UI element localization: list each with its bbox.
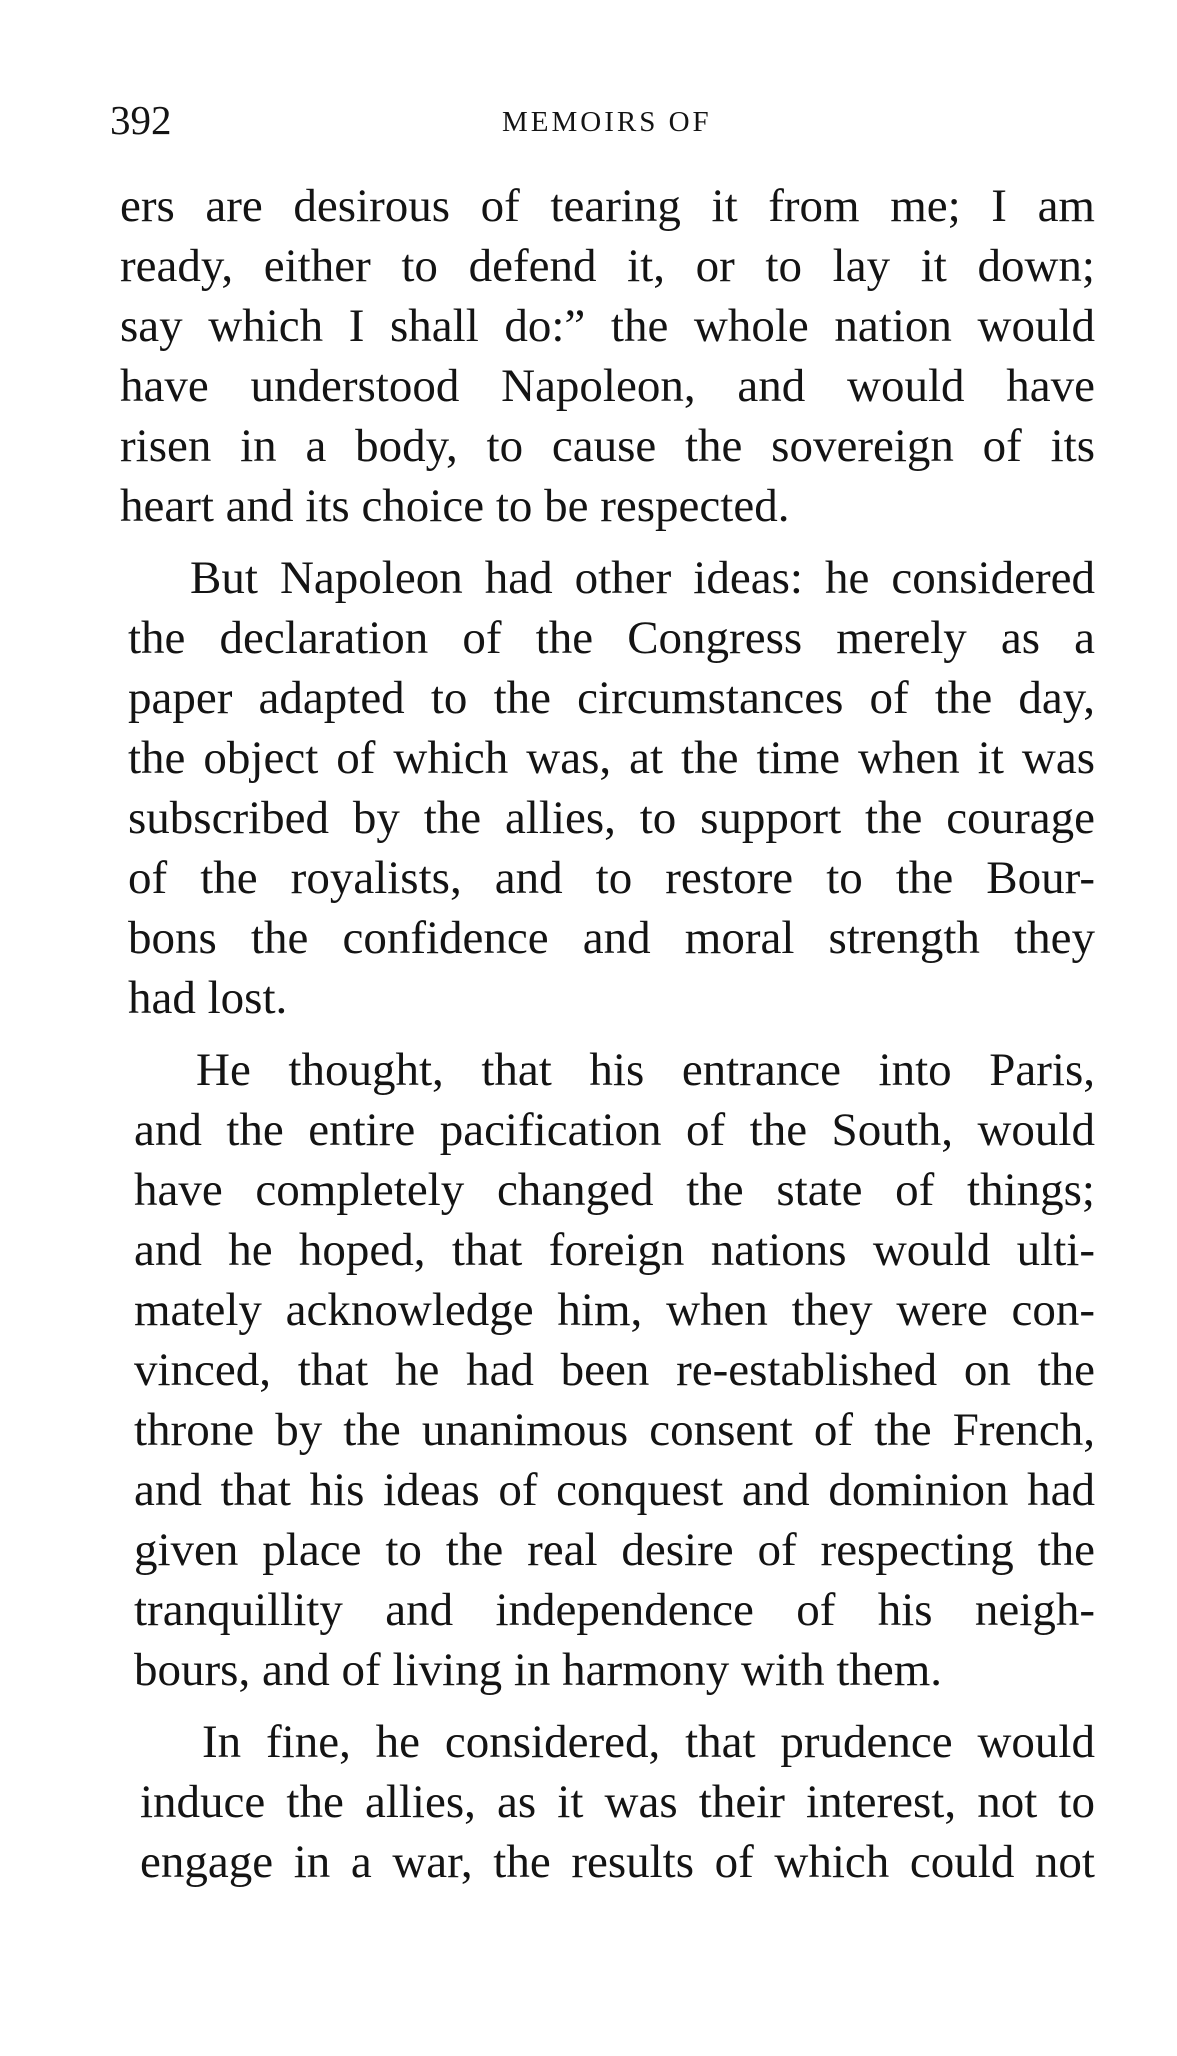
running-head — [110, 95, 1095, 145]
text-line: given place to the real desire of respecting the — [134, 1524, 1095, 1576]
text-line: vinced, that he had been re-established on the — [134, 1344, 1095, 1396]
text-line: the declaration of the Congress merely as a — [128, 612, 1095, 664]
text-line: bours, and of living in harmony with them. — [134, 1644, 943, 1696]
paragraph-2 — [120, 548, 1095, 1028]
text-line: bons the confidence and moral strength they — [128, 912, 1095, 964]
text-line: paper adapted to the circumstances of the day, — [128, 672, 1095, 724]
text-line: induce the allies, as it was their interest, not to — [140, 1776, 1095, 1828]
text-line: In fine, he considered, that prudence would — [202, 1716, 1095, 1768]
text-line: throne by the unanimous consent of the French, — [134, 1404, 1095, 1456]
page-number: 392 — [110, 97, 172, 143]
text-line: ready, either to defend it, or to lay it down; — [120, 240, 1095, 292]
text-line: ers are desirous of tearing it from me; I am — [120, 180, 1095, 232]
paragraph-4 — [120, 1712, 1095, 1892]
text-line: have understood Napoleon, and would have — [120, 360, 1095, 412]
text-line: He thought, that his entrance into Paris, — [196, 1044, 1095, 1096]
paragraph-1 — [120, 176, 1095, 536]
body-text — [120, 176, 1095, 1892]
text-line: say which I shall do:” the whole nation would — [120, 300, 1095, 352]
text-line: But Napoleon had other ideas: he considered — [190, 552, 1095, 604]
text-line: of the royalists, and to restore to the Bour- — [128, 852, 1095, 904]
text-line: heart and its choice to be respected. — [120, 480, 790, 532]
paragraph-3 — [120, 1040, 1095, 1700]
text-line: and the entire pacification of the South, would — [134, 1104, 1095, 1156]
text-line: and he hoped, that foreign nations would ulti- — [134, 1224, 1095, 1276]
text-line: have completely changed the state of things; — [134, 1164, 1095, 1216]
running-title: MEMOIRS OF — [502, 106, 712, 138]
text-line: mately acknowledge him, when they were con- — [134, 1284, 1095, 1336]
text-line: had lost. — [128, 972, 288, 1024]
text-line: engage in a war, the results of which could not — [140, 1836, 1095, 1888]
text-line: risen in a body, to cause the sovereign of its — [120, 420, 1095, 472]
text-line: and that his ideas of conquest and dominion had — [134, 1464, 1095, 1516]
text-line: the object of which was, at the time when it was — [128, 732, 1095, 784]
text-line: subscribed by the allies, to support the courage — [128, 792, 1095, 844]
text-line: tranquillity and independence of his neigh- — [134, 1584, 1095, 1636]
